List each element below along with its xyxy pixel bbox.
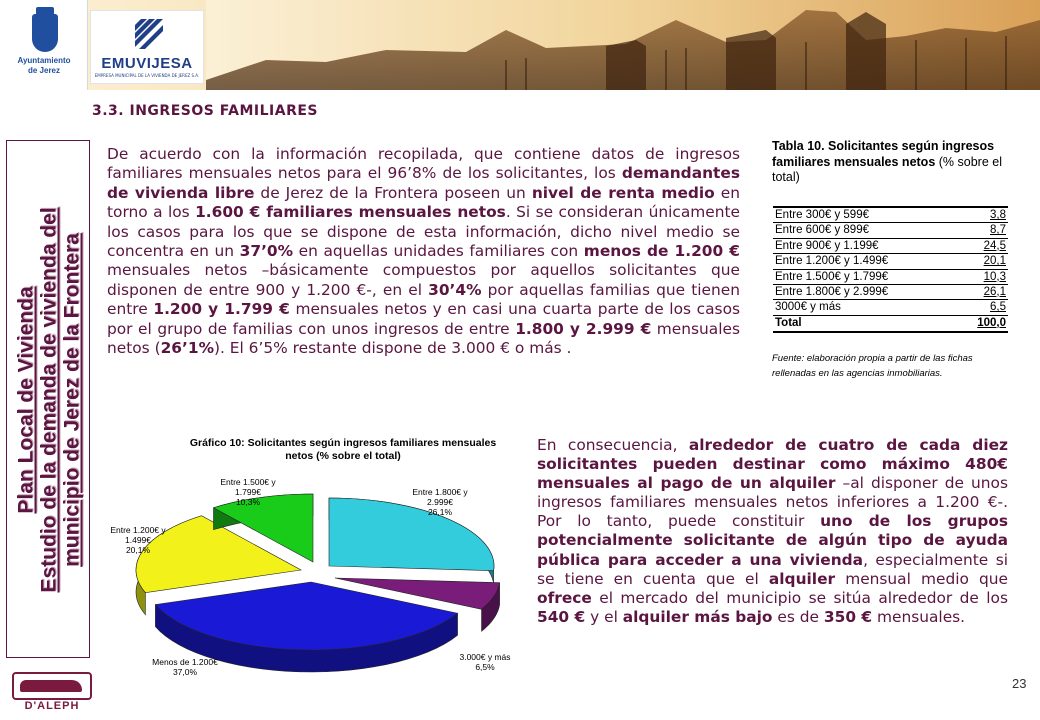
bold-run: 1.600 € familiares mensuales netos <box>195 203 506 222</box>
row-value: 20,1 <box>983 255 1006 268</box>
ayuntamiento-line2: de Jerez <box>27 66 61 75</box>
table-source: Fuente: elaboración propia a partir de las fichas rellenadas en las agencias inmobiliarias. <box>772 353 973 379</box>
ayuntamiento-logo <box>0 0 88 90</box>
shield-icon <box>32 14 58 52</box>
bold-run: 26’1% <box>160 339 214 358</box>
side-title <box>15 145 84 655</box>
pie-slice-label: Entre 1.500€ y 1.799€ 10,3% <box>220 477 276 507</box>
bold-run: 37’0% <box>239 242 294 261</box>
text-run: y el <box>585 607 623 626</box>
text-run: –al disponer de unos ingresos familiares mensuales netos inferiores a 1.200 €-. Por lo tanto, puede constituir <box>537 474 1008 531</box>
bold-run: alquiler <box>768 569 836 588</box>
text-run: mensuales netos ( <box>107 319 740 358</box>
income-table <box>773 206 1008 333</box>
pie-slice-label: 3.000€ y más 6,5% <box>459 652 511 672</box>
table-title-bold: Tabla 10. Solicitantes según ingresos familiares mensuales netos <box>772 139 995 169</box>
table-row <box>773 208 1008 223</box>
row-value: 24,5 <box>983 239 1006 252</box>
table-total-row <box>773 316 1008 331</box>
bold-run: 1.200 y 1.799 € <box>153 300 290 319</box>
side-title-line2: Estudio de la demanda de vivienda del <box>37 207 61 593</box>
bold-run: alrededor de cuatro de cada diez solicitantes pueden destinar como máximo 480€ mensuales al pago de un alquiler <box>537 436 1008 493</box>
text-run: por aquellas familias que tienen entre <box>107 280 740 319</box>
page-number: 23 <box>1012 676 1027 691</box>
table-row <box>773 254 1008 269</box>
text-run: en aquellas unidades familiares con <box>293 242 584 261</box>
emuvijesa-logo <box>90 10 204 84</box>
table-row <box>773 300 1008 315</box>
text-run: mensuales netos y en casi una cuarta parte de los casos por el grupo de familias con unos ingresos de entre <box>107 300 741 338</box>
table-row <box>773 270 1008 285</box>
bold-run: ofrece <box>537 588 592 607</box>
conclusion-paragraph <box>537 436 1008 627</box>
bold-run: uno de los grupos potencialmente solicitante de algún tipo de ayuda pública para acceder a una vivienda <box>537 512 1008 569</box>
row-label: Entre 1.200€ y 1.499€ <box>775 255 889 268</box>
bold-run: 540 € <box>537 607 586 626</box>
bold-run: 30’4% <box>428 280 482 299</box>
emuvijesa-subtitle: EMPRESA MUNICIPAL DE LA VIVIENDA DE JEREZ S.A. <box>94 73 200 78</box>
row-value: 6,5 <box>990 301 1006 314</box>
table-row <box>773 285 1008 300</box>
table-row <box>773 223 1008 238</box>
header-banner <box>0 0 1040 90</box>
side-title-line3: municipio de Jerez de la Frontera <box>60 233 84 567</box>
text-run: mensuales. <box>872 607 966 626</box>
row-label: Entre 300€ y 599€ <box>775 209 869 221</box>
pie-slice-label: Entre 1.200€ y 1.499€ 20,1% <box>110 525 166 555</box>
ayuntamiento-line1: Ayuntamiento <box>17 56 71 65</box>
text-run: mensual medio que <box>835 569 1008 588</box>
total-label: Total <box>775 316 802 329</box>
car-icon <box>20 680 82 692</box>
table-row <box>773 239 1008 254</box>
pie-slice-label: Entre 1.800€ y 2.999€ 26,1% <box>412 487 468 517</box>
row-value: 8,7 <box>990 224 1006 237</box>
cathedral-photo <box>206 0 1040 90</box>
bold-run: alquiler más bajo <box>622 607 773 626</box>
text-run: ). El 6’5% restante dispone de 3.000 € o más . <box>214 339 572 358</box>
total-value: 100,0 <box>977 316 1006 329</box>
text-run: es de <box>772 607 824 626</box>
text-run: . Si se consideran únicamente los casos para los que se dispone de esta información, dicho nivel medio se concentra en un <box>107 203 740 261</box>
ayuntamiento-logo-text <box>0 56 88 76</box>
bold-run: demandantes de vivienda libre <box>107 164 740 202</box>
row-label: Entre 600€ y 899€ <box>775 224 869 237</box>
text-run: De acuerdo con la información recopilada, que contiene datos de ingresos familiares mensuales netos para el 96’8% de los solicitantes, los <box>107 145 740 183</box>
row-label: Entre 1.800€ y 2.999€ <box>775 285 889 298</box>
bold-run: 1.800 y 2.999 € <box>515 319 652 338</box>
text-run: en torno a los <box>107 183 740 222</box>
daleph-logo <box>8 670 96 714</box>
row-label: 3000€ y más <box>775 301 841 314</box>
row-value: 10,3 <box>983 270 1006 283</box>
text-run: , especialmente si se tiene en cuenta que el <box>537 550 1008 588</box>
row-value: 26,1 <box>983 285 1006 298</box>
pie-chart <box>100 465 530 690</box>
section-title: 3.3. INGRESOS FAMILIARES <box>92 103 319 119</box>
bold-run: nivel de renta medio <box>531 183 715 202</box>
daleph-logo-text: D'ALEPH <box>24 700 80 712</box>
chart-title: Gráfico 10: Solicitantes según ingresos familiares mensuales netos (% sobre el total) <box>189 437 497 462</box>
table-title-rest: (% sobre el total) <box>772 154 1002 184</box>
text-run: el mercado del municipio se sitúa alrededor de los <box>591 588 1008 607</box>
emuvijesa-mark-icon <box>131 17 165 51</box>
bold-run: menos de 1.200 € <box>583 242 740 261</box>
pie-slice-label: Menos de 1.200€ 37,0% <box>152 657 218 677</box>
table-title <box>772 139 1012 186</box>
text-run: de Jerez de la Frontera poseen un <box>254 183 532 202</box>
side-title-panel <box>6 140 90 658</box>
emuvijesa-name: EMUVIJESA <box>101 55 193 72</box>
side-title-line1: Plan Local de Vivienda <box>14 286 38 514</box>
row-label: Entre 1.500€ y 1.799€ <box>775 270 889 283</box>
row-value: 3,8 <box>990 209 1006 221</box>
text-run: mensuales netos –básicamente compuestos por aquellos solicitantes que disponen de entre 900 y 1.200 €-, en el <box>107 261 740 299</box>
bold-run: 350 € <box>823 607 873 626</box>
row-label: Entre 900€ y 1.199€ <box>775 239 879 252</box>
text-run: En consecuencia, <box>537 436 689 454</box>
intro-paragraph <box>107 145 740 358</box>
